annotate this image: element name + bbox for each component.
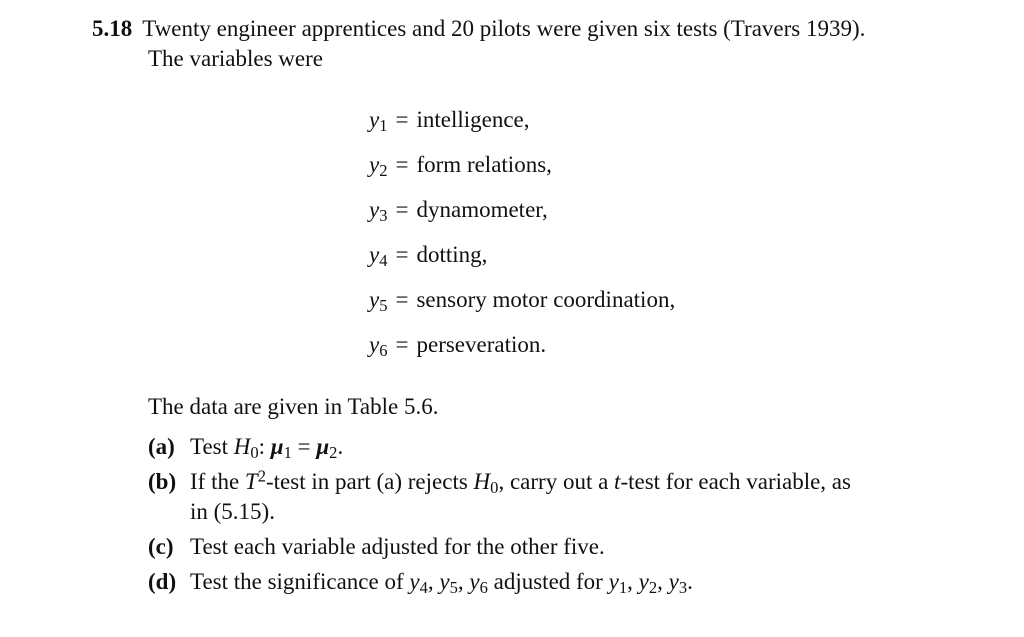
part-d-label: (d) xyxy=(148,569,177,594)
problem-intro-line-2: The variables were xyxy=(148,46,323,71)
variable-description: dotting, xyxy=(416,242,488,267)
variable-symbol: $y_1$ xyxy=(369,107,388,136)
part-a-label: (a) xyxy=(148,434,175,459)
variable-description: perseveration. xyxy=(416,332,547,357)
variable-definition-2: $y_2$ = form relations, xyxy=(369,152,552,181)
part-d: (d) Test the significance of $y_4$, $y_5$, $y_6$ adjusted for $y_1$, $y_2$, $y_3$. xyxy=(148,569,693,598)
variable-definition-1: $y_1$ = intelligence, xyxy=(369,107,530,136)
variable-definition-3: $y_3$ = dynamometer, xyxy=(369,197,548,226)
variable-description: intelligence, xyxy=(416,107,530,132)
variable-symbol: $y_2$ xyxy=(369,152,388,181)
variable-description: dynamometer, xyxy=(416,197,548,222)
problem-intro-text: Twenty engineer apprentices and 20 pilots were given six tests (Travers 1939). xyxy=(142,16,866,41)
part-b-line-2: in (5.15). xyxy=(190,499,275,524)
variable-symbol: $y_6$ xyxy=(369,332,388,361)
problem-intro-line-1 xyxy=(92,15,865,43)
problem-number: 5.18 xyxy=(92,16,133,41)
variable-symbol: $y_3$ xyxy=(369,197,388,226)
part-a: (a) Test $H_0$: $\mu_1 = \mu_2$. xyxy=(148,434,344,463)
variable-definition-6: $y_6$ = perseveration. xyxy=(369,332,547,361)
variable-description: sensory motor coordination, xyxy=(416,287,676,312)
variable-description: form relations, xyxy=(416,152,552,177)
variable-definition-5: $y_5$ = sensory motor coordination, xyxy=(369,287,676,316)
data-sentence: The data are given in Table 5.6. xyxy=(148,394,439,419)
variable-symbol: $y_4$ xyxy=(369,242,388,271)
part-c: (c) Test each variable adjusted for the other five. xyxy=(148,534,605,559)
variable-definition-4: $y_4$ = dotting, xyxy=(369,242,488,271)
part-b-label: (b) xyxy=(148,469,177,494)
part-c-label: (c) xyxy=(148,534,174,559)
variable-symbol: $y_5$ xyxy=(369,287,388,316)
part-b: (b) If the $T^2$-test in part (a) rejects $H_0$, carry out a t-test for each variable, as xyxy=(148,466,851,498)
